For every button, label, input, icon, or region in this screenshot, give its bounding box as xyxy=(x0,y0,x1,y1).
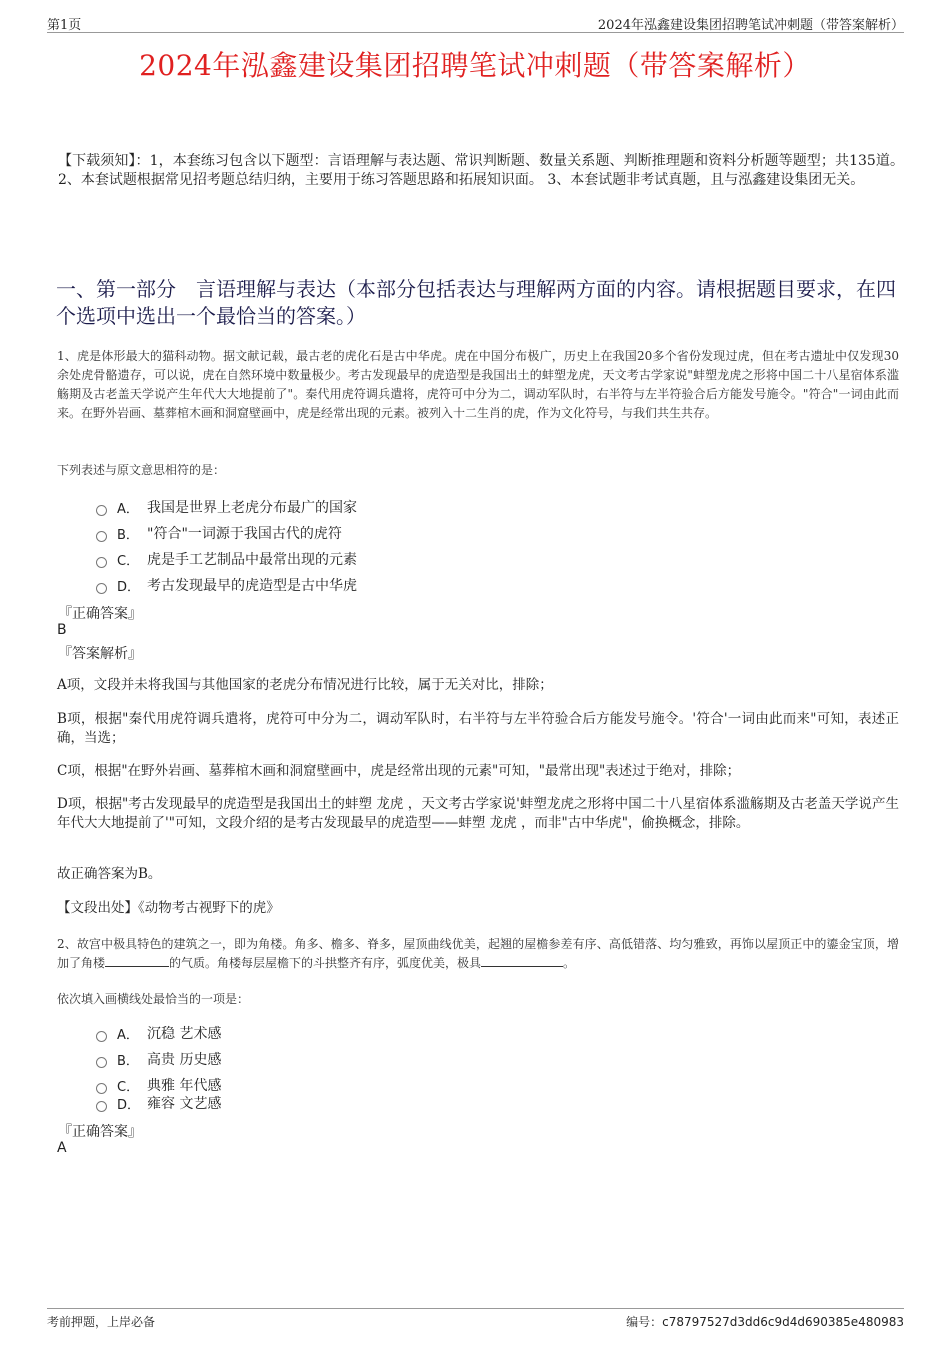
radio-icon[interactable] xyxy=(96,1083,107,1094)
option-text: 考古发现最早的虎造型是古中华虎 xyxy=(147,578,357,594)
fill-blank-1 xyxy=(105,955,169,967)
footer-divider xyxy=(47,1308,904,1309)
document-title: 2024年泓鑫建设集团招聘笔试冲刺题（带答案解析） xyxy=(139,49,811,82)
q2-option-a[interactable] xyxy=(96,1023,221,1043)
q2-option-d[interactable] xyxy=(96,1093,221,1113)
radio-icon[interactable] xyxy=(96,1101,107,1112)
option-text: 沉稳 艺术感 xyxy=(147,1026,222,1042)
option-letter: C． xyxy=(117,553,140,569)
radio-icon[interactable] xyxy=(96,557,107,568)
question-2-text: 2、故宫中极具特色的建筑之一，即为角楼。角多、檐多、脊多，屋顶曲线优美，起翘的屋檐参差有序、高低错落、均匀雅致，再饰以屋顶正中的鎏金宝顶，增加了角楼 的气质。角楼每层屋檐下的斗拱整齐有序，弧度优美，极具 。 xyxy=(57,937,899,970)
option-text: 虎是手工艺制品中最常出现的元素 xyxy=(147,552,357,568)
option-text: 我国是世界上老虎分布最广的国家 xyxy=(147,500,357,516)
radio-icon[interactable] xyxy=(96,583,107,594)
option-text: "符合"一词源于我国古代的虎符 xyxy=(147,526,342,542)
page-number: 第1页 xyxy=(47,18,82,33)
analysis-label: 『答案解析』 xyxy=(58,646,142,662)
footer-slogan: 考前押题，上岸必备 xyxy=(47,1315,156,1329)
q1-option-a[interactable] xyxy=(96,497,357,517)
running-header-title: 2024年泓鑫建设集团招聘笔试冲刺题（带答案解析） xyxy=(597,18,904,33)
q1-option-c[interactable] xyxy=(96,549,357,569)
option-letter: B． xyxy=(117,527,139,543)
correct-answer: B xyxy=(57,622,67,638)
option-letter: A． xyxy=(117,501,139,517)
header-divider xyxy=(47,32,904,33)
option-letter: B． xyxy=(117,1053,139,1069)
q1-option-b[interactable] xyxy=(96,523,342,543)
q2-option-c[interactable] xyxy=(96,1075,221,1095)
analysis-conclusion: 故正确答案为B。 xyxy=(57,866,162,882)
option-letter: D． xyxy=(117,579,141,595)
analysis-a: A项，文段并未将我国与其他国家的老虎分布情况进行比较，属于无关对比，排除； xyxy=(57,677,553,693)
correct-answer-label: 『正确答案』 xyxy=(58,1124,142,1140)
option-letter: A． xyxy=(117,1027,139,1043)
download-notice: 【下载须知】：1，本套练习包含以下题型：言语理解与表达题、常识判断题、数量关系题、判断推理题和资料分析题等题型；共135道。 2、本套试题根据常见招考题总结归纳，主要用于练习答题思路和拓展知识面。 3、本套试题非考试真题，且与泓鑫建设集团无关。 xyxy=(58,153,904,188)
correct-answer: A xyxy=(57,1140,67,1156)
analysis-c: C项，根据"在野外岩画、墓葬棺木画和洞窟壁画中，虎是经常出现的元素"可知，"最常出现"表述过于绝对，排除； xyxy=(57,763,741,779)
analysis-b: B项，根据"秦代用虎符调兵遣将，虎符可中分为二，调动军队时，右半符与左半符验合后方能发号施令。'符合'一词由此而来"可知，表述正确，当选； xyxy=(57,711,899,746)
analysis-d: D项，根据"考古发现最早的虎造型是我国出土的蚌塑 龙虎 ，天文考古学家说'蚌塑龙虎之形将中国二十八星宿体系滥觞期及古老盖天学说产生年代大大地提前了'"可知，文段介绍的是考古发现最早的虎造型——蚌塑 龙虎 ，而非"古中华虎"，偷换概念，排除。 xyxy=(57,796,899,831)
document-code: 编号：c78797527d3dd6c9d4d690385e480983 xyxy=(626,1315,904,1329)
option-letter: D． xyxy=(117,1097,141,1113)
text-source: 【文段出处】《动物考古视野下的虎》 xyxy=(57,900,280,916)
correct-answer-label: 『正确答案』 xyxy=(58,606,142,622)
radio-icon[interactable] xyxy=(96,1057,107,1068)
question-1-text: 1、虎是体形最大的猫科动物。据文献记载，最古老的虎化石是古中华虎。虎在中国分布极广，历史上在我国20多个省份发现过虎，但在考古遗址中仅发现30余处虎骨骼遗存，可以说，虎在自然环境中数量极少。考古发现最早的虎造型是我国出土的蚌塑龙虎，天文考古学家说"蚌塑龙虎之形将中国二十八星宿体系滥觞期及古老盖天学说产生年代大大地提前了"。秦代用虎符调兵遣将，虎符可中分为二，调动军队时，右半符与左半符验合后方能发号施令。"符合"一词由此而来。在野外岩画、墓葬棺木画和洞窟壁画中，虎是经常出现的元素。被列入十二生肖的虎，作为文化符号，与我们共生共存。 xyxy=(57,349,899,420)
fill-blank-2 xyxy=(481,955,563,967)
option-text: 高贵 历史感 xyxy=(147,1052,222,1068)
question-2-prompt: 依次填入画横线处最恰当的一项是： xyxy=(57,992,250,1006)
q1-option-d[interactable] xyxy=(96,575,357,595)
radio-icon[interactable] xyxy=(96,1031,107,1042)
radio-icon[interactable] xyxy=(96,505,107,516)
option-letter: C． xyxy=(117,1079,140,1095)
q2-option-b[interactable] xyxy=(96,1049,221,1069)
question-1-prompt: 下列表述与原文意思相符的是： xyxy=(57,463,226,477)
option-text: 雍容 文艺感 xyxy=(147,1096,222,1112)
radio-icon[interactable] xyxy=(96,531,107,542)
section-heading: 一、第一部分 言语理解与表达（本部分包括表达与理解两方面的内容。请根据题目要求，在四个选项中选出一个最恰当的答案。） xyxy=(56,277,896,328)
option-text: 典雅 年代感 xyxy=(147,1078,222,1094)
